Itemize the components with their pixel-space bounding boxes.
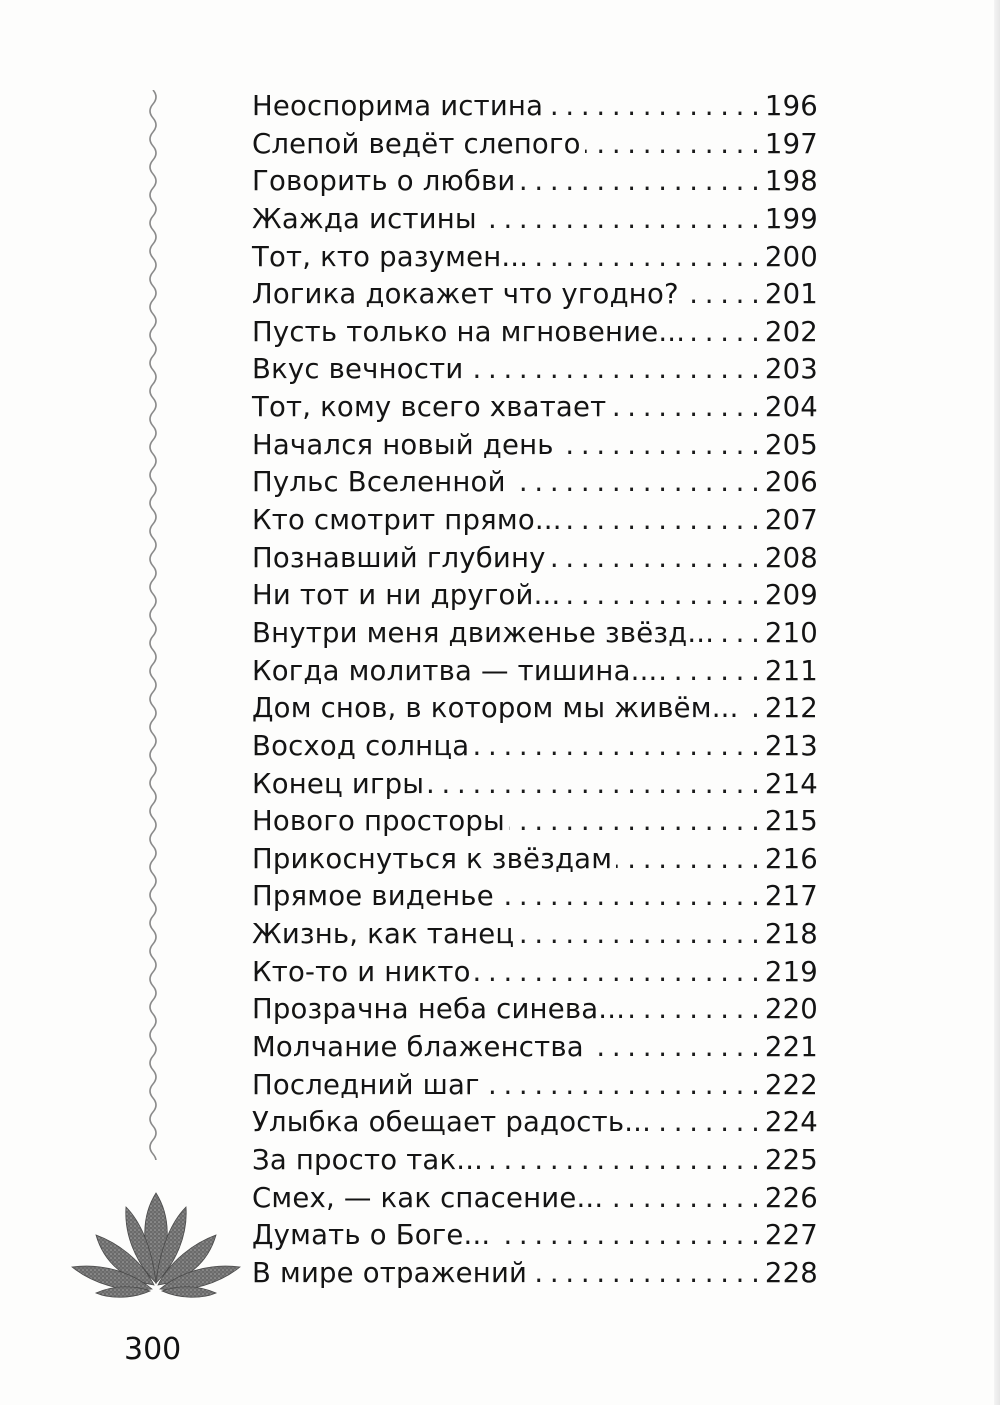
dot-leader <box>585 126 759 164</box>
toc-entry-title: Внутри меня движенье звёзд... <box>252 616 715 649</box>
toc-entry-title: Познавший глубину <box>252 541 546 574</box>
dot-leader <box>566 502 759 540</box>
toc-entry-page: 198 <box>764 165 818 198</box>
toc-entry-title: Неоспорима истина <box>252 90 544 122</box>
dot-leader <box>509 803 759 841</box>
toc-entry-title: Кто-то и никто <box>252 955 471 988</box>
table-of-contents <box>252 88 818 1293</box>
toc-entry <box>252 1104 818 1142</box>
toc-entry-page: 222 <box>764 1068 818 1101</box>
toc-entry-title: Прикоснуться к звёздам <box>252 842 613 875</box>
toc-entry <box>252 1067 818 1105</box>
dot-leader <box>683 276 759 314</box>
toc-entry-page: 224 <box>764 1106 818 1139</box>
toc-entry-page: 218 <box>764 918 818 951</box>
dot-leader <box>718 615 759 653</box>
toc-entry-page: 203 <box>764 353 818 386</box>
dot-leader <box>616 841 759 879</box>
toc-entry-page: 196 <box>764 90 818 122</box>
lotus-flower-icon <box>66 1185 246 1300</box>
toc-entry <box>252 1217 818 1255</box>
toc-entry <box>252 615 818 653</box>
toc-entry <box>252 954 818 992</box>
toc-entry <box>252 1180 818 1218</box>
toc-entry-page: 220 <box>764 993 818 1026</box>
toc-entry <box>252 991 818 1029</box>
page-edge-shadow <box>994 0 1000 1405</box>
toc-entry-page: 206 <box>764 466 818 499</box>
toc-entry-title: Начался новый день <box>252 428 554 461</box>
toc-entry-title: Кто смотрит прямо... <box>252 504 562 537</box>
dot-leader <box>498 878 759 916</box>
toc-entry <box>252 351 818 389</box>
toc-entry-title: Жизнь, как танец <box>252 918 515 951</box>
toc-entry-page: 205 <box>764 428 818 461</box>
toc-entry-title: Думать о Боге... <box>252 1219 491 1252</box>
dot-leader <box>484 1067 759 1105</box>
toc-entry <box>252 314 818 352</box>
toc-entry-page: 210 <box>764 616 818 649</box>
dot-leader <box>475 954 759 992</box>
dot-leader <box>655 1104 759 1142</box>
toc-entry-title: Смех, — как спасение... <box>252 1181 604 1214</box>
toc-entry-page: 208 <box>764 541 818 574</box>
dot-leader <box>467 351 759 389</box>
toc-entry-title: Последний шаг <box>252 1068 480 1101</box>
toc-entry-page: 213 <box>764 729 818 762</box>
dot-leader <box>519 163 758 201</box>
toc-entry-title: Улыбка обещает радость... <box>252 1106 652 1139</box>
toc-entry-title: Логика докажет что угодно? <box>252 278 679 311</box>
toc-entry-page: 202 <box>764 315 818 348</box>
toc-entry-title: Нового просторы <box>252 805 505 838</box>
toc-entry-page: 227 <box>764 1219 818 1252</box>
dot-leader <box>531 1255 759 1293</box>
toc-entry-title: Ни тот и ни другой... <box>252 579 561 612</box>
dot-leader <box>564 577 758 615</box>
toc-entry-page: 204 <box>764 391 818 424</box>
toc-entry-title: Тот, кому всего хватает <box>252 391 607 424</box>
toc-entry-title: Слепой ведёт слепого <box>252 127 581 160</box>
toc-entry-page: 200 <box>764 240 818 273</box>
toc-entry <box>252 1029 818 1067</box>
toc-entry <box>252 389 818 427</box>
toc-entry-title: Дом снов, в котором мы живём... <box>252 692 739 725</box>
dot-leader <box>550 540 759 578</box>
dot-leader <box>481 201 759 239</box>
page-number: 300 <box>124 1332 182 1367</box>
toc-entry <box>252 728 818 766</box>
dot-leader <box>607 1180 759 1218</box>
dot-leader <box>588 1029 759 1067</box>
toc-entry-title: Пусть только на мгновение... <box>252 315 686 348</box>
toc-entry <box>252 878 818 916</box>
dot-leader <box>629 991 759 1029</box>
toc-entry-page: 215 <box>764 805 818 838</box>
dot-leader <box>473 728 759 766</box>
toc-entry-title: Конец игры <box>252 767 425 800</box>
dot-leader <box>743 690 759 728</box>
toc-entry-title: Прямое виденье <box>252 880 494 913</box>
toc-entry <box>252 427 818 465</box>
toc-entry-title: Восход солнца <box>252 729 470 762</box>
toc-entry <box>252 1255 818 1293</box>
toc-entry-title: Говорить о любви <box>252 165 516 198</box>
toc-entry-title: Вкус вечности <box>252 353 464 386</box>
dot-leader <box>510 464 759 502</box>
toc-entry <box>252 1142 818 1180</box>
toc-entry <box>252 239 818 277</box>
toc-entry-page: 199 <box>764 202 818 235</box>
toc-entry-page: 201 <box>764 278 818 311</box>
toc-entry <box>252 577 818 615</box>
toc-entry-page: 211 <box>764 654 818 687</box>
toc-entry-page: 207 <box>764 504 818 537</box>
toc-entry-title: В мире отражений <box>252 1256 528 1289</box>
dot-leader <box>487 1142 759 1180</box>
toc-entry-page: 225 <box>764 1143 818 1176</box>
toc-entry <box>252 126 818 164</box>
dot-leader <box>494 1217 759 1255</box>
toc-entry <box>252 690 818 728</box>
toc-entry <box>252 201 818 239</box>
toc-entry-page: 214 <box>764 767 818 800</box>
toc-entry-page: 212 <box>764 692 818 725</box>
toc-entry-page: 217 <box>764 880 818 913</box>
toc-entry-page: 219 <box>764 955 818 988</box>
toc-entry-title: Когда молитва — тишина... <box>252 654 658 687</box>
dot-leader <box>558 427 759 465</box>
toc-entry <box>252 653 818 691</box>
toc-entry <box>252 916 818 954</box>
wavy-vine-ornament-icon <box>138 90 168 1160</box>
toc-entry <box>252 88 818 126</box>
dot-leader <box>532 239 759 277</box>
dot-leader <box>689 314 759 352</box>
dot-leader <box>547 88 759 126</box>
toc-entry-title: Жажда истины <box>252 202 477 235</box>
toc-entry <box>252 766 818 804</box>
toc-entry <box>252 803 818 841</box>
toc-entry-title: Тот, кто разумен... <box>252 240 529 273</box>
toc-entry <box>252 540 818 578</box>
toc-entry-title: За просто так... <box>252 1143 484 1176</box>
dot-leader <box>518 916 759 954</box>
toc-entry <box>252 502 818 540</box>
toc-entry-page: 226 <box>764 1181 818 1214</box>
toc-entry-page: 209 <box>764 579 818 612</box>
toc-entry <box>252 464 818 502</box>
dot-leader <box>428 766 759 804</box>
toc-entry-page: 221 <box>764 1031 818 1064</box>
dot-leader <box>610 389 759 427</box>
toc-entry <box>252 841 818 879</box>
toc-entry <box>252 276 818 314</box>
toc-entry-title: Молчание блаженства <box>252 1031 584 1064</box>
toc-entry-page: 197 <box>764 127 818 160</box>
toc-entry <box>252 163 818 201</box>
dot-leader <box>661 653 758 691</box>
toc-entry-page: 228 <box>764 1256 818 1289</box>
toc-entry-title: Прозрачна неба синева... <box>252 993 626 1026</box>
toc-entry-title: Пульс Вселенной <box>252 466 506 499</box>
toc-entry-page: 216 <box>764 842 818 875</box>
